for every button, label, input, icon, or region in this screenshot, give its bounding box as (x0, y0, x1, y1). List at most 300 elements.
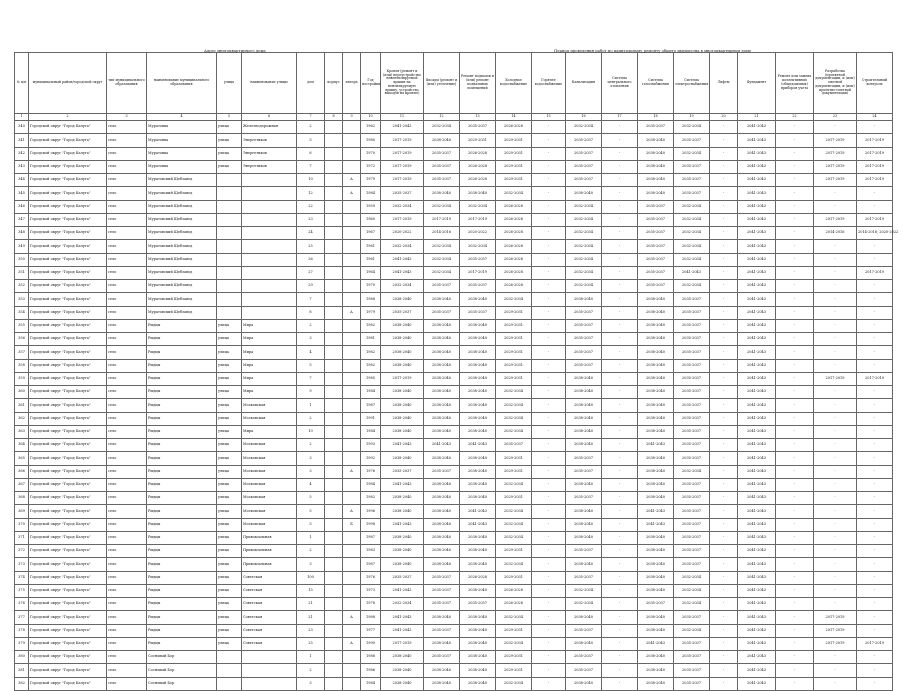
table-cell: 27 (297, 266, 325, 279)
table-row (15, 147, 893, 160)
table-cell: - (776, 664, 814, 677)
table-cell: - (602, 333, 638, 346)
table-cell: 2038-2040 (424, 386, 460, 399)
table-cell: - (710, 425, 738, 438)
table-cell: 342 (15, 147, 29, 160)
table-cell: Городской округ "Город Калуга" (29, 147, 107, 160)
table-cell: 1959 (361, 200, 381, 213)
table-cell: село (107, 372, 147, 385)
table-cell: 2041-2043 (738, 412, 776, 425)
capital-repair-schedule-sheet (14, 48, 899, 685)
table-cell: 2041-2043 (738, 227, 776, 240)
table-row (15, 584, 893, 597)
table-cell: 1961 (361, 240, 381, 253)
table-cell: - (532, 346, 566, 359)
table-cell: 4 (297, 478, 325, 491)
table-cell: - (776, 346, 814, 359)
table-cell: 2041-2043 (738, 558, 776, 571)
table-cell: 2017-2019 (814, 213, 857, 226)
table-cell (242, 253, 297, 266)
table-cell: Советская (242, 598, 297, 611)
table-cell (343, 677, 361, 690)
table-cell: - (857, 545, 893, 558)
table-cell: 378 (15, 624, 29, 637)
column-number: 7 (297, 114, 325, 121)
table-cell: 2035-2037 (424, 174, 460, 187)
table-cell: Городской округ "Город Калуга" (29, 319, 107, 332)
table-cell: 2032-2034 (496, 611, 532, 624)
table-cell: - (814, 386, 857, 399)
table-row (15, 359, 893, 372)
table-cell: - (814, 598, 857, 611)
table-cell: Советская (242, 611, 297, 624)
table-cell: улица (217, 121, 242, 134)
table-cell: - (814, 319, 857, 332)
table-cell: - (532, 465, 566, 478)
table-cell: - (710, 664, 738, 677)
table-cell: 2035-2037 (566, 160, 602, 173)
table-cell: 2035-2037 (424, 584, 460, 597)
table-row (15, 465, 893, 478)
table-cell: - (532, 187, 566, 200)
table-cell: - (776, 425, 814, 438)
table-cell: 2014-2016 (424, 227, 460, 240)
table-cell (242, 213, 297, 226)
table-cell: 2038-2040 (638, 677, 674, 690)
table-cell: Муратовка (147, 160, 217, 173)
table-cell: 364 (15, 439, 29, 452)
table-cell: 2026-2028 (496, 213, 532, 226)
table-cell: Городской округ "Город Калуга" (29, 372, 107, 385)
table-cell: 2038-2040 (638, 465, 674, 478)
table-cell: - (710, 677, 738, 690)
column-header-row (15, 53, 893, 114)
table-cell: 2032-2034 (460, 240, 496, 253)
table-cell: 1993 (361, 439, 381, 452)
table-cell: Энергетиков (242, 134, 297, 147)
table-cell: 2 (297, 412, 325, 425)
table-cell: - (710, 531, 738, 544)
table-cell: 2032-2034 (674, 253, 710, 266)
table-cell: 2038-2040 (638, 571, 674, 584)
table-cell: село (107, 637, 147, 650)
table-cell: село (107, 134, 147, 147)
table-cell: - (776, 637, 814, 650)
table-cell: 340 (15, 121, 29, 134)
table-cell: 1987 (361, 558, 381, 571)
table-cell: - (532, 624, 566, 637)
table-cell: 380 (15, 651, 29, 664)
table-cell: - (532, 677, 566, 690)
table-cell: 2041-2043 (738, 465, 776, 478)
column-header: Горячее водоснабжение (532, 53, 566, 114)
table-cell: село (107, 319, 147, 332)
table-cell: Муратовский Щебзавод (147, 174, 217, 187)
table-cell: 2017-2019 (857, 160, 893, 173)
table-cell: 2032-2034 (424, 240, 460, 253)
table-cell (325, 558, 343, 571)
table-cell (343, 253, 361, 266)
table-cell: 2017-2019 (857, 147, 893, 160)
table-cell: 1964 (361, 266, 381, 279)
table-cell: Мира (242, 333, 297, 346)
table-cell: А (343, 465, 361, 478)
table-cell: 2041-2043 (738, 651, 776, 664)
table-cell: улица (217, 545, 242, 558)
table-cell: 375 (15, 584, 29, 597)
table-cell: село (107, 558, 147, 571)
column-number: 1 (15, 114, 29, 121)
table-cell: - (814, 492, 857, 505)
table-cell (325, 372, 343, 385)
table-cell: - (710, 121, 738, 134)
table-cell: 2038-2040 (424, 333, 460, 346)
table-cell: - (857, 651, 893, 664)
table-cell: 2038-2040 (566, 386, 602, 399)
table-cell: 2038-2040 (566, 637, 602, 650)
table-cell: 351 (15, 266, 29, 279)
table-cell: 344 (15, 174, 29, 187)
column-header: Система электроснабжения (674, 53, 710, 114)
table-cell: Городской округ "Город Калуга" (29, 359, 107, 372)
table-cell: 2041-2043 (638, 439, 674, 452)
table-cell: 2032-2034 (566, 280, 602, 293)
table-cell: 2038-2040 (424, 319, 460, 332)
table-cell: 2035-2037 (566, 571, 602, 584)
table-cell: 2035-2037 (674, 372, 710, 385)
table-cell (217, 293, 242, 306)
table-cell: село (107, 492, 147, 505)
table-cell: 1 (297, 399, 325, 412)
table-cell: 2038-2040 (460, 425, 496, 438)
table-cell (343, 266, 361, 279)
table-cell: 2038-2040 (381, 412, 424, 425)
table-cell: 1984 (361, 478, 381, 491)
table-cell: - (857, 452, 893, 465)
table-cell: 2041-2043 (381, 624, 424, 637)
table-cell: 377 (15, 611, 29, 624)
table-cell: - (602, 465, 638, 478)
table-cell: 23 (297, 624, 325, 637)
table-cell: 2041-2043 (738, 624, 776, 637)
table-cell: 2038-2040 (638, 333, 674, 346)
table-cell: улица (217, 637, 242, 650)
table-cell (325, 505, 343, 518)
table-cell: - (532, 492, 566, 505)
table-cell: 2041-2043 (738, 253, 776, 266)
table-cell: - (602, 319, 638, 332)
table-cell: 2032-2034 (496, 425, 532, 438)
table-cell: 2038-2040 (638, 359, 674, 372)
table-cell: - (532, 518, 566, 531)
table-cell: 350 (15, 253, 29, 266)
table-cell: 2026-2028 (460, 174, 496, 187)
table-cell (325, 346, 343, 359)
table-cell: Муратовский Щебзавод (147, 227, 217, 240)
table-cell: 2038-2040 (460, 359, 496, 372)
table-cell: Московская (242, 492, 297, 505)
column-number: 23 (814, 114, 857, 121)
table-cell: 1987 (361, 399, 381, 412)
table-row (15, 598, 893, 611)
table-cell: - (857, 611, 893, 624)
table-cell: улица (217, 531, 242, 544)
table-cell: 2017-2019 (857, 134, 893, 147)
table-cell: А (343, 187, 361, 200)
table-cell: 2035-2037 (674, 412, 710, 425)
table-cell: 2038-2040 (381, 333, 424, 346)
table-cell: 2035-2037 (674, 174, 710, 187)
table-cell: 2035-2037 (638, 598, 674, 611)
table-cell: Городской округ "Город Калуга" (29, 386, 107, 399)
table-cell: 1987 (361, 531, 381, 544)
table-cell: - (776, 280, 814, 293)
table-cell: - (814, 306, 857, 319)
table-cell: Рыдцы (147, 492, 217, 505)
table-cell: улица (217, 333, 242, 346)
table-row (15, 240, 893, 253)
table-cell: 2026-2028 (496, 200, 532, 213)
column-header: наименование улицы (242, 53, 297, 114)
table-cell: Рыдцы (147, 637, 217, 650)
table-cell: 2032-2034 (460, 200, 496, 213)
table-cell: Городской округ "Город Калуга" (29, 399, 107, 412)
table-cell: 1962 (361, 121, 381, 134)
table-cell: - (776, 213, 814, 226)
table-row (15, 611, 893, 624)
table-cell: 365 (15, 452, 29, 465)
table-cell: 2038-2040 (638, 651, 674, 664)
table-cell: 2032-2034 (674, 121, 710, 134)
table-cell: Мира (242, 425, 297, 438)
table-cell: 2032-2034 (424, 121, 460, 134)
table-cell: 2035-2037 (460, 598, 496, 611)
table-cell (325, 147, 343, 160)
table-cell: Муратовка (147, 121, 217, 134)
table-cell: 2038-2040 (424, 664, 460, 677)
table-cell: 5 (297, 492, 325, 505)
table-cell: - (814, 266, 857, 279)
column-number: 8 (325, 114, 343, 121)
table-cell (343, 280, 361, 293)
table-cell (343, 240, 361, 253)
table-cell: 2020-2022 (381, 227, 424, 240)
table-cell (325, 399, 343, 412)
table-cell: - (857, 253, 893, 266)
table-cell: Сосновый Бор (147, 677, 217, 690)
table-cell: 7 (297, 372, 325, 385)
table-cell: 2035-2037 (674, 359, 710, 372)
table-cell: Московская (242, 399, 297, 412)
table-cell: - (602, 492, 638, 505)
table-cell: - (532, 213, 566, 226)
table-cell: 357 (15, 346, 29, 359)
table-row (15, 531, 893, 544)
table-cell: - (710, 227, 738, 240)
table-cell (325, 253, 343, 266)
table-cell: - (710, 253, 738, 266)
table-cell: Мира (242, 346, 297, 359)
table-cell: 2035-2037 (674, 187, 710, 200)
table-cell: 2038-2040 (381, 651, 424, 664)
table-cell: Городской округ "Город Калуга" (29, 677, 107, 690)
table-cell: - (602, 200, 638, 213)
table-cell: 2017-2019 (381, 213, 424, 226)
table-cell: Привокзальная (242, 558, 297, 571)
table-cell: - (602, 584, 638, 597)
table-cell: 2041-2043 (460, 518, 496, 531)
table-cell: 2032-2034 (566, 598, 602, 611)
table-cell (242, 240, 297, 253)
table-cell: 2035-2037 (674, 386, 710, 399)
column-header: Фасады (ремонт и (или) утепление) (424, 53, 460, 114)
table-cell: - (532, 399, 566, 412)
table-cell: 1979 (361, 174, 381, 187)
table-cell: 2032-2034 (496, 386, 532, 399)
table-cell (217, 174, 242, 187)
table-cell: 2038-2040 (424, 412, 460, 425)
table-cell: 1 (297, 531, 325, 544)
column-number: 12 (424, 114, 460, 121)
table-cell: 1991 (361, 412, 381, 425)
table-cell: 2032-2034 (381, 598, 424, 611)
table-cell: 359 (15, 372, 29, 385)
table-cell: А (343, 306, 361, 319)
table-cell: Городской округ "Город Калуга" (29, 174, 107, 187)
table-cell (242, 227, 297, 240)
table-cell (343, 160, 361, 173)
table-cell: 1960 (361, 213, 381, 226)
table-cell: 2038-2040 (424, 346, 460, 359)
table-cell: - (710, 558, 738, 571)
column-header: Кровля (ремонт и (или) переустройство невентилируемой крыши на вентилируемую крышу, устройство выходов на кровлю) (381, 53, 424, 114)
table-cell: 2038-2040 (460, 478, 496, 491)
table-cell: Рыдцы (147, 571, 217, 584)
table-cell (325, 545, 343, 558)
table-row (15, 266, 893, 279)
table-cell: 1976 (361, 571, 381, 584)
table-cell (217, 200, 242, 213)
table-cell: - (602, 677, 638, 690)
table-cell: 2038-2040 (566, 677, 602, 690)
table-cell: 2038-2040 (424, 611, 460, 624)
table-cell: 2038-2040 (638, 492, 674, 505)
table-cell (343, 598, 361, 611)
table-cell: улица (217, 386, 242, 399)
table-cell (325, 571, 343, 584)
table-cell (325, 452, 343, 465)
table-cell (242, 187, 297, 200)
table-row (15, 372, 893, 385)
table-cell: - (814, 121, 857, 134)
table-cell: 2026-2028 (460, 147, 496, 160)
table-cell: - (857, 187, 893, 200)
column-header: Ремонт подвалов и (или) ремонт подвальных помещений (460, 53, 496, 114)
table-cell (242, 266, 297, 279)
table-cell: - (857, 121, 893, 134)
table-cell (343, 319, 361, 332)
table-cell: 2038-2040 (424, 293, 460, 306)
table-cell: село (107, 531, 147, 544)
table-cell: Мира (242, 386, 297, 399)
table-cell: Городской округ "Город Калуга" (29, 280, 107, 293)
table-cell: - (776, 134, 814, 147)
table-cell: улица (217, 439, 242, 452)
table-cell: 2038-2040 (460, 412, 496, 425)
table-cell: Рыдцы (147, 611, 217, 624)
table-cell: 1992 (361, 452, 381, 465)
table-cell: - (602, 637, 638, 650)
column-number: 3 (107, 114, 147, 121)
table-cell: - (710, 346, 738, 359)
table-cell (325, 187, 343, 200)
table-cell: - (776, 492, 814, 505)
table-cell (217, 240, 242, 253)
table-cell (325, 200, 343, 213)
table-cell: 2017-2019 (814, 147, 857, 160)
table-cell: 2017-2019 (814, 624, 857, 637)
table-cell: - (776, 571, 814, 584)
table-cell (343, 425, 361, 438)
table-cell: 21 (297, 598, 325, 611)
table-cell: улица (217, 558, 242, 571)
table-cell: 2017-2019 (814, 160, 857, 173)
table-cell: 2038-2040 (381, 399, 424, 412)
table-cell: Городской округ "Город Калуга" (29, 452, 107, 465)
table-cell: 2038-2040 (424, 372, 460, 385)
table-cell: 2035-2037 (674, 306, 710, 319)
column-number: 5 (217, 114, 242, 121)
table-cell: 2032-2034 (496, 187, 532, 200)
table-cell: Городской округ "Город Калуга" (29, 598, 107, 611)
table-cell: 1985 (361, 372, 381, 385)
table-cell: 2041-2043 (738, 160, 776, 173)
table-cell: 2014-2016; 2020-2022 (857, 227, 893, 240)
table-cell: А (343, 611, 361, 624)
table-cell: 2032-2034 (424, 253, 460, 266)
table-cell: 2038-2040 (638, 147, 674, 160)
table-body (15, 121, 899, 691)
table-row (15, 545, 893, 558)
table-cell: - (532, 425, 566, 438)
table-cell: Сосновый Бор (147, 651, 217, 664)
table-cell: - (532, 174, 566, 187)
table-row (15, 253, 893, 266)
table-cell: 2038-2040 (460, 187, 496, 200)
table-cell: 2035-2037 (674, 637, 710, 650)
table-cell: 2032-2034 (496, 558, 532, 571)
table-cell: 358 (15, 359, 29, 372)
table-cell: 2038-2040 (424, 637, 460, 650)
table-cell: 2032-2034 (674, 147, 710, 160)
table-cell: 2032-2034 (674, 584, 710, 597)
table-cell: - (776, 412, 814, 425)
column-number: 17 (602, 114, 638, 121)
column-number: 22 (776, 114, 814, 121)
table-cell: 2035-2037 (674, 664, 710, 677)
table-cell: 2035-2037 (566, 545, 602, 558)
table-cell: Рыдцы (147, 624, 217, 637)
table-cell: - (602, 386, 638, 399)
table-cell: - (776, 333, 814, 346)
table-cell: Муратовка (147, 134, 217, 147)
table-cell: 2035-2037 (674, 399, 710, 412)
table-cell: 2029-2031 (496, 664, 532, 677)
table-cell: - (776, 372, 814, 385)
table-cell: село (107, 399, 147, 412)
table-cell: 2035-2037 (566, 492, 602, 505)
table-cell: 12 (297, 187, 325, 200)
